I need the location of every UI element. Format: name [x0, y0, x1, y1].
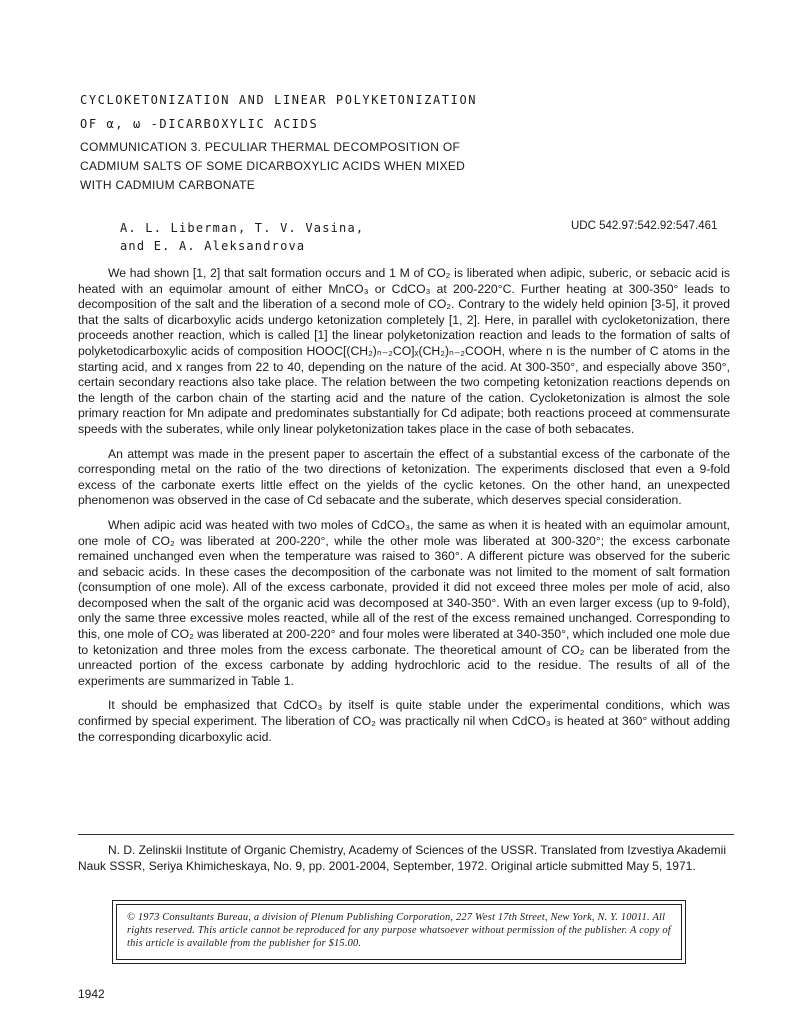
copyright-text: © 1973 Consultants Bureau, a division of Plenum Publishing Corporation, 227 West 17th Street, New York, N. Y. 10011. All rights reserved. This article cannot be reproduced for any purpose whatsoever without permission of the publisher. A copy of this article is available from the publisher for $15.00.: [116, 904, 682, 960]
paragraph: We had shown [1, 2] that salt formation occurs and 1 M of CO₂ is liberated when adipic, suberic, or sebacic acid is heated with an equimolar amount of either MnCO₃ or CdCO₃ at 200-220°C. Further heating at 300-350° leads to decomposition of the salt and the liberation of a second mole of CO₂. Contrary to the widely held opinion [3-5], it proved that the salts of dicarboxylic acids undergo ketonization completely [1, 2]. Here, in parallel with cycloketonization, there proceeds another reaction, which is called [1] the linear polyketonization reaction and leads to the formation of salts of polyketodicarboxylic acids of composition HOOC[(CH₂)ₙ₋₂CO]ₓ(CH₂)ₙ₋₂COOH, where n is the number of C atoms in the starting acid, and x ranges from 22 to 40, depending on the nature of the acid. At 300-350°, and especially above 350°, certain secondary reactions also take place. The relation between the two competing ketonization reactions depends on the length of the carbon chain of the starting acid and the nature of the cation. Cycloketonization is almost the sole primary reaction for Mn adipate and predominates substantially for Cd adipate; both reactions proceed at commensurate speeds with the suberates, while only linear polyketonization takes place in the case of both sebacates.: [78, 266, 730, 436]
footnote: [78, 842, 734, 874]
authors: [120, 219, 364, 255]
body-text: [78, 266, 730, 745]
udc-code: UDC 542.97:542.92:547.461: [571, 220, 718, 232]
footnote-text: N. D. Zelinskii Institute of Organic Chemistry, Academy of Sciences of the USSR. Translated from Izvestiya Akademii Nauk SSSR, Seriya Khimicheskaya, No. 9, pp. 2001-2004, September, 1972. Original article submitted May 5, 1971.: [78, 843, 727, 873]
subtitle: [80, 138, 600, 195]
authors-line: A. L. Liberman, T. V. Vasina,: [120, 221, 365, 235]
subtitle-line: WITH CADMIUM CARBONATE: [80, 178, 256, 192]
title-line-2: OF α, ω -DICARBOXYLIC ACIDS: [80, 117, 319, 131]
subtitle-line: COMMUNICATION 3. PECULIAR THERMAL DECOMPOSITION OF: [80, 140, 461, 154]
page-number: 1942: [78, 987, 105, 1001]
copyright-box: [112, 900, 686, 964]
title-line-1: CYCLOKETONIZATION AND LINEAR POLYKETONIZATION: [80, 93, 478, 107]
paragraph: When adipic acid was heated with two moles of CdCO₃, the same as when it is heated with an equimolar amount, one mole of CO₂ was liberated at 200-220°, while the other mole was liberated at 300-320°; the excess carbonate remained unchanged even when the temperature was raised to 360°. A different picture was observed for the suberic and sebacic acids. In these cases the decomposition of the carbonate was not limited to the moment of salt formation (consumption of one mole). All of the excess carbonate, provided it did not exceed three moles per mole of acid, also decomposed when the salt of the organic acid was decomposed at 340-350°. With an even larger excess (up to 9-fold), only the same three excessive moles reacted, while all of the rest of the excess remained unchanged. Corresponding to this, one mole of CO₂ was liberated at 200-220° and four moles were liberated at 340-350°, which included one mole due to ketonization and three moles from the excess carbonate. The theoretical amount of CO₂ can be liberated from the unreacted portion of the excess carbonate by adding hydrochloric acid to the residue. The results of all of the experiments are summarized in Table 1.: [78, 517, 730, 688]
paragraph: It should be emphasized that CdCO₃ by itself is quite stable under the experimental conditions, which was confirmed by special experiment. The liberation of CO₂ was practically nil when CdCO₃ is heated at 360° without adding the corresponding dicarboxylic acid.: [78, 698, 730, 744]
footnote-rule: [78, 834, 734, 835]
paragraph: An attempt was made in the present paper to ascertain the effect of a substantial excess of the carbonate of the corresponding metal on the ratio of the two directions of ketonization. The experiments disclosed that even a 9-fold excess of the carbonate exerts little effect on the yields of the cyclic ketones. On the other hand, an unexpected phenomenon was observed in the case of Cd sebacate and the suberate, which deserves special consideration.: [78, 446, 730, 508]
authors-line: and E. A. Aleksandrova: [120, 239, 306, 253]
subtitle-line: CADMIUM SALTS OF SOME DICARBOXYLIC ACIDS WHEN MIXED: [80, 159, 466, 173]
